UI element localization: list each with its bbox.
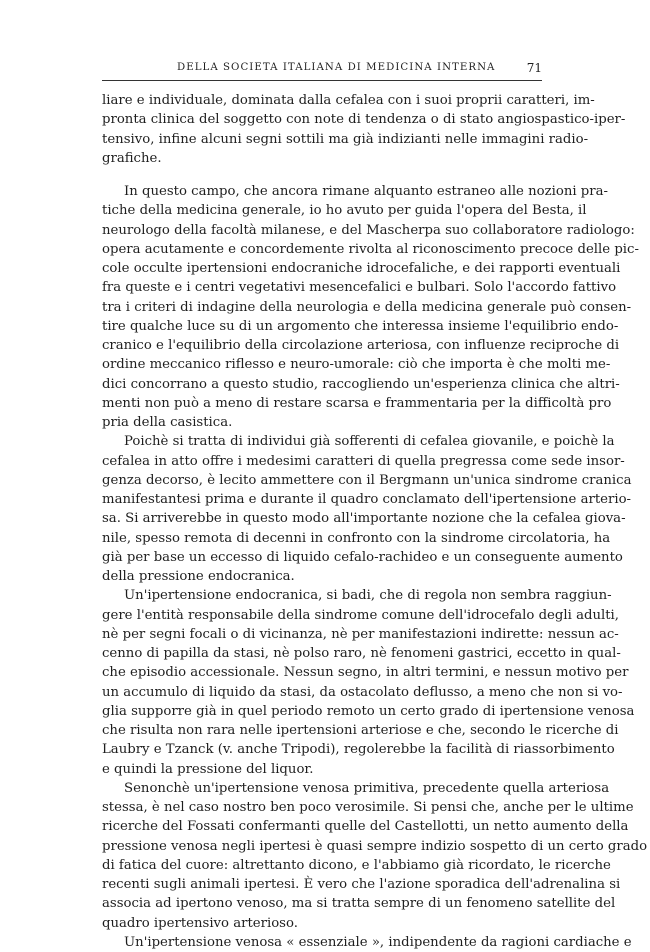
text-line: Senonchè un'ipertensione venosa primitiva, precedente quella arteriosa [124, 780, 610, 796]
text-line: cefalea in atto offre i medesimi caratteri di quella pregressa come sede insor- [102, 453, 625, 469]
text-line: liare e individuale, dominata dalla cefalea con i suoi proprii caratteri, im- [102, 93, 595, 108]
text-line: fra queste e i centri vegetativi mesencefalici e bulbari. Solo l'accordo fattivo [102, 280, 617, 296]
text-line: tensivo, infine alcuni segni sottili ma già indizianti nelle immagini radio- [102, 131, 589, 147]
text-line: Poichè si tratta di individui già sofferenti di cefalea giovanile, e poichè la [124, 434, 615, 450]
text-line: che risulta non rara nelle ipertensioni arteriose e che, secondo le ricerche di [102, 723, 619, 738]
text-line: tiche della medicina generale, io ho avuto per guida l'opera del Besta, il [102, 203, 587, 219]
text-line: sa. Si arriverebbe in questo modo all'importante nozione che la cefalea giova- [102, 511, 626, 527]
text-line: dici concorrano a questo studio, raccogliendo un'esperienza clinica che altri- [102, 376, 620, 392]
text-line: grafiche. [102, 150, 162, 166]
text-line: recenti sugli animali ipertesi. È vero che l'azione sporadica dell'adrenalina si [102, 877, 621, 892]
header-rule [102, 80, 542, 81]
text-line: pronta clinica del soggetto con note di tendenza o di stato angiospastico-iper- [102, 112, 626, 128]
text-line: genza decorso, è lecito ammettere con il Bergmann un'unica sindrome cranica [102, 472, 632, 488]
text-line: cranico e l'equilibrio della circolazione arteriosa, con influenze reciproche di [102, 338, 620, 353]
text-line: ordine meccanico riflesso e neuro-umorale: ciò che importa è che molti me- [102, 357, 611, 373]
page-number: 71 [526, 61, 542, 75]
text-line: di fatica del cuore: altrettanto dicono, e l'abbiamo già ricordato, le ricerche [102, 857, 611, 873]
text-line: gere l'entità responsabile della sindrome comune dell'idrocefalo degli adulti, [102, 607, 619, 623]
text-line: Un'ipertensione venosa « essenziale », indipendente da ragioni cardiache e [124, 934, 632, 950]
body-text [102, 91, 648, 952]
text-line: e quindi la pressione del liquor. [102, 761, 314, 777]
text-line: pria della casistica. [102, 415, 233, 430]
text-line: nè per segni focali o di vicinanza, nè per manifestazioni indirette: nessun ac- [102, 626, 619, 642]
text-line: un accumulo di liquido da stasi, da ostacolato deflusso, a meno che non si vo- [102, 684, 623, 700]
text-line: Laubry e Tzanck (v. anche Tripodi), regolerebbe la facilità di riassorbimento [102, 742, 615, 758]
text-line: Un'ipertensione endocranica, si badi, che di regola non sembra raggiun- [124, 588, 612, 604]
text-line: nile, spesso remota di decenni in confronto con la sindrome circolatoria, ha [102, 530, 611, 546]
text-line: neurologo della facoltà milanese, e del Mascherpa suo collaboratore radiologo: [102, 222, 635, 238]
text-line: già per base un eccesso di liquido cefalo-rachideo e un conseguente aumento [102, 549, 623, 565]
text-line: quadro ipertensivo arterioso. [102, 915, 298, 931]
text-line: In questo campo, che ancora rimane alquanto estraneo alle nozioni pra- [124, 184, 608, 199]
text-line: che episodio accessionale. Nessun segno, in altri termini, e nessun motivo per [102, 665, 629, 681]
text-line: manifestantesi prima e durante il quadro conclamato dell'ipertensione arterio- [102, 492, 632, 507]
text-line: della pressione endocranica. [102, 569, 295, 584]
text-line: tra i criteri di indagine della neurologia e della medicina generale può consen- [102, 299, 632, 315]
text-line: associa ad ipertono venoso, ma si tratta sempre di un fenomeno satellite del [102, 896, 616, 912]
text-line: glia supporre già in quel periodo remoto un certo grado di ipertensione venosa [102, 703, 635, 719]
text-line: opera acutamente e concordemente rivolta al riconoscimento precoce delle pic- [102, 241, 639, 257]
running-head: DELLA SOCIETA ITALIANA DI MEDICINA INTERNA [177, 62, 496, 73]
text-line: ricerche del Fossati confermanti quelle del Castellotti, un netto aumento della [102, 819, 629, 835]
text-line: cole occulte ipertensioni endocraniche idrocefaliche, e dei rapporti eventuali [102, 261, 621, 276]
text-line: stessa, è nel caso nostro ben poco verosimile. Si pensi che, anche per le ultime [102, 800, 634, 815]
text-line: cenno di papilla da stasi, nè polso raro, nè fenomeni gastrici, eccetto in qual- [102, 646, 621, 661]
text-line: menti non può a meno di restare scarsa e frammentaria per la difficoltà pro [102, 395, 612, 411]
text-line: pressione venosa negli ipertesi è quasi sempre indizio sospetto di un certo grado [102, 838, 648, 854]
text-line: tire qualche luce su di un argomento che interessa insieme l'equilibrio endo- [102, 318, 619, 334]
